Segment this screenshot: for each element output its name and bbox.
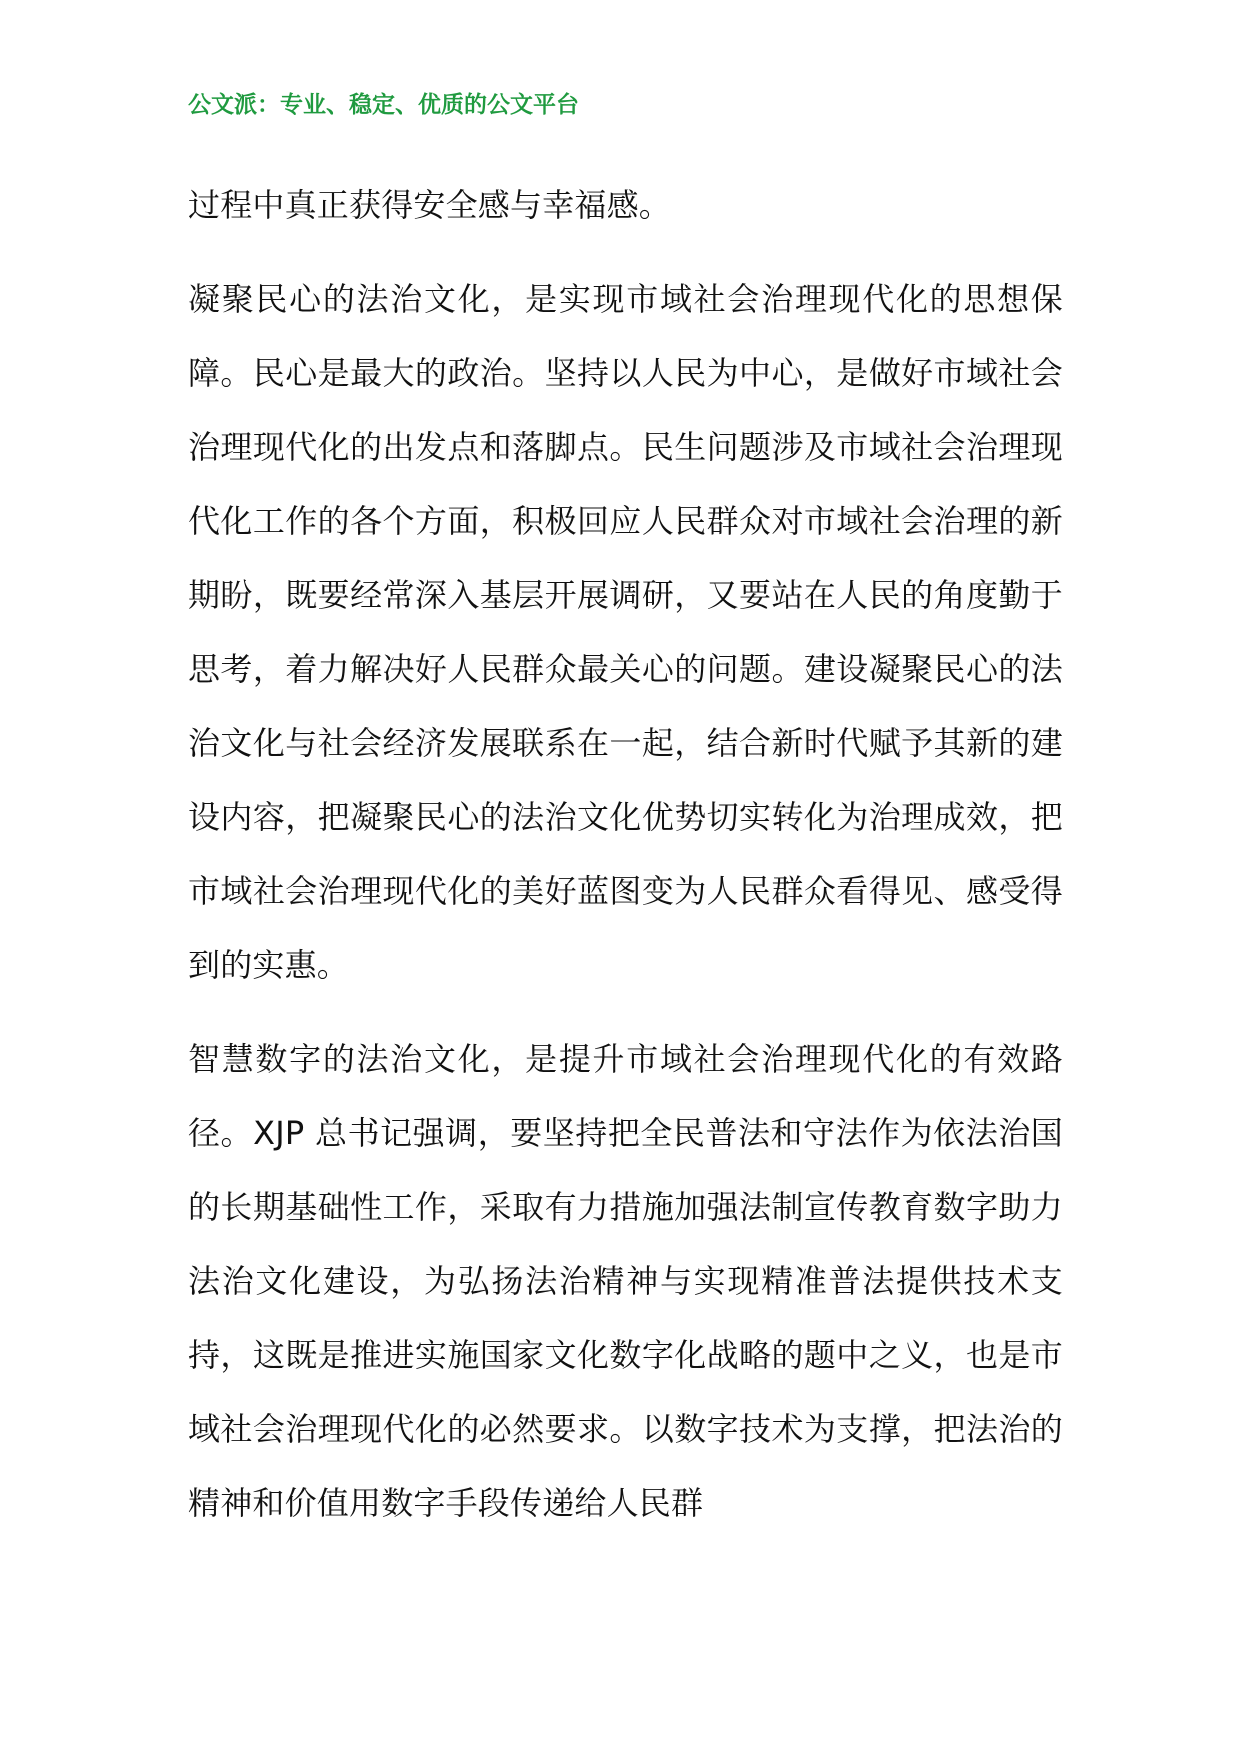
- platform-slogan-header: 公文派：专业、稳定、优质的公文平台: [188, 92, 579, 118]
- paragraph-continuation: 过程中真正获得安全感与幸福感。: [188, 186, 672, 224]
- paragraph-cohesive-rule-of-law-culture: 凝聚民心的法治文化，是实现市域社会治理现代化的思想保障。民心是最大的政治。坚持以人民为中心，是做好市域社会治理现代化的出发点和落脚点。民生问题涉及市域社会治理现代化工作的各个方面，积极回应人民群众对市域社会治理的新期盼，既要经常深入基层开展调研，又要站在人民的角度勤于思考，着力解决好人民群众最关心的问题。建设凝聚民心的法治文化与社会经济发展联系在一起，结合新时代赋予其新的建设内容，把凝聚民心的法治文化优势切实转化为治理成效，把市域社会治理现代化的美好蓝图变为人民群众看得见、感受得到的实惠。: [188, 280, 1063, 984]
- paragraph-digital-rule-of-law-culture: 智慧数字的法治文化，是提升市域社会治理现代化的有效路径。XJP 总书记强调，要坚持把全民普法和守法作为依法治国的长期基础性工作，采取有力措施加强法制宣传教育数字助力法治文化建设，为弘扬法治精神与实现精准普法提供技术支持，这既是推进实施国家文化数字化战略的题中之义，也是市域社会治理现代化的必然要求。以数字技术为支撑，把法治的精神和价值用数字手段传递给人民群: [188, 1040, 1063, 1522]
- document-body: [188, 168, 1063, 1560]
